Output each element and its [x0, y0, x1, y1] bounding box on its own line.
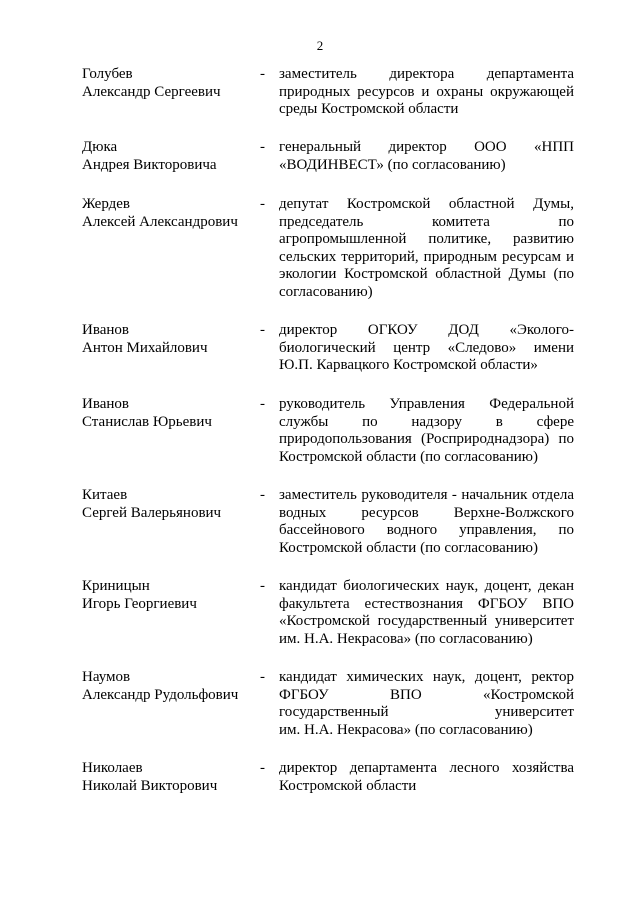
member-name — [82, 578, 262, 613]
separator-dash: - — [260, 487, 265, 503]
position-line: ФГБОУ ВПО «Костромской — [279, 686, 574, 703]
member-surname: Китаев — [82, 487, 128, 503]
member-given-names: Николай Викторович — [82, 777, 218, 794]
member-name — [82, 487, 262, 522]
position-line: сельских территорий, природным ресурсам и — [279, 248, 574, 265]
member-surname: Иванов — [82, 396, 129, 412]
member-given-names: Сергей Валерьянович — [82, 504, 222, 521]
position-line: природных ресурсов и охраны окружающей — [279, 83, 574, 100]
position-line: кандидат биологических наук, доцент, декан — [279, 578, 574, 594]
separator-dash: - — [260, 196, 265, 212]
member-position — [279, 760, 574, 795]
position-line: председатель комитета по — [279, 213, 574, 230]
member-name — [82, 196, 262, 231]
position-line: им. Н.А. Некрасова» (по согласованию) — [279, 721, 533, 738]
member-position — [279, 139, 574, 174]
position-line: службы по надзору в сфере — [279, 413, 574, 430]
position-line: заместитель руководителя - начальник отдела — [279, 487, 574, 503]
member-position — [279, 66, 574, 119]
position-line: Ю.П. Карвацкого Костромской области» — [279, 357, 538, 374]
member-name — [82, 669, 262, 704]
page-number: 2 — [316, 38, 324, 53]
member-position — [279, 196, 574, 302]
position-line: согласованию) — [279, 283, 373, 300]
member-surname: Криницын — [82, 578, 150, 594]
position-line: государственный университет — [279, 704, 574, 721]
position-line: среды Костромской области — [279, 101, 459, 118]
separator-dash: - — [260, 66, 265, 82]
member-name — [82, 322, 262, 357]
position-line: им. Н.А. Некрасова» (по согласованию) — [279, 630, 533, 647]
separator-dash: - — [260, 760, 265, 776]
member-given-names: Антон Михайлович — [82, 339, 208, 356]
member-name — [82, 66, 262, 101]
position-line: руководитель Управления Федеральной — [279, 396, 574, 412]
position-line: генеральный директор ООО «НПП — [279, 139, 574, 155]
member-position — [279, 487, 574, 557]
member-position — [279, 396, 574, 466]
member-surname: Жердев — [82, 196, 131, 212]
position-line: Костромской области (по согласованию) — [279, 448, 539, 465]
position-line: «ВОДИНВЕСТ» (по согласованию) — [279, 156, 506, 173]
position-line: бассейнового водного управления, по — [279, 522, 574, 539]
member-given-names: Алексей Александрович — [82, 213, 238, 230]
position-line: агропромышленной политике, развитию — [279, 231, 574, 248]
member-surname: Дюка — [82, 139, 118, 155]
member-position — [279, 669, 574, 739]
position-line: биологический центр «Следово» имени — [279, 339, 574, 356]
member-name — [82, 760, 262, 795]
position-line: директор ОГКОУ ДОД «Эколого- — [279, 322, 574, 338]
position-line: директор департамента лесного хозяйства — [279, 760, 574, 776]
position-line: водных ресурсов Верхне-Волжского — [279, 504, 574, 521]
position-line: факультета естествознания ФГБОУ ВПО — [279, 595, 574, 612]
separator-dash: - — [260, 396, 265, 412]
member-given-names: Андрея Викторовича — [82, 156, 217, 173]
member-surname: Наумов — [82, 669, 131, 685]
member-position — [279, 322, 574, 375]
separator-dash: - — [260, 322, 265, 338]
member-given-names: Станислав Юрьевич — [82, 413, 212, 430]
member-given-names: Игорь Георгиевич — [82, 595, 197, 612]
position-line: экологии Костромской областной Думы (по — [279, 266, 574, 283]
position-line: Костромской области (по согласованию) — [279, 539, 539, 556]
member-surname: Николаев — [82, 760, 143, 776]
position-line: заместитель директора департамента — [279, 66, 574, 82]
position-line: кандидат химических наук, доцент, ректор — [279, 669, 574, 685]
member-surname: Иванов — [82, 322, 129, 338]
position-line: депутат Костромской областной Думы, — [279, 196, 574, 212]
position-line: природопользования (Росприроднадзора) по — [279, 431, 574, 448]
member-name — [82, 139, 262, 174]
position-line: «Костромской государственный университет — [279, 613, 574, 630]
separator-dash: - — [260, 578, 265, 594]
member-given-names: Александр Сергеевич — [82, 83, 221, 100]
separator-dash: - — [260, 669, 265, 685]
position-line: Костромской области — [279, 777, 417, 794]
member-name — [82, 396, 262, 431]
member-given-names: Александр Рудольфович — [82, 686, 239, 703]
separator-dash: - — [260, 139, 265, 155]
member-position — [279, 578, 574, 648]
member-surname: Голубев — [82, 66, 133, 82]
